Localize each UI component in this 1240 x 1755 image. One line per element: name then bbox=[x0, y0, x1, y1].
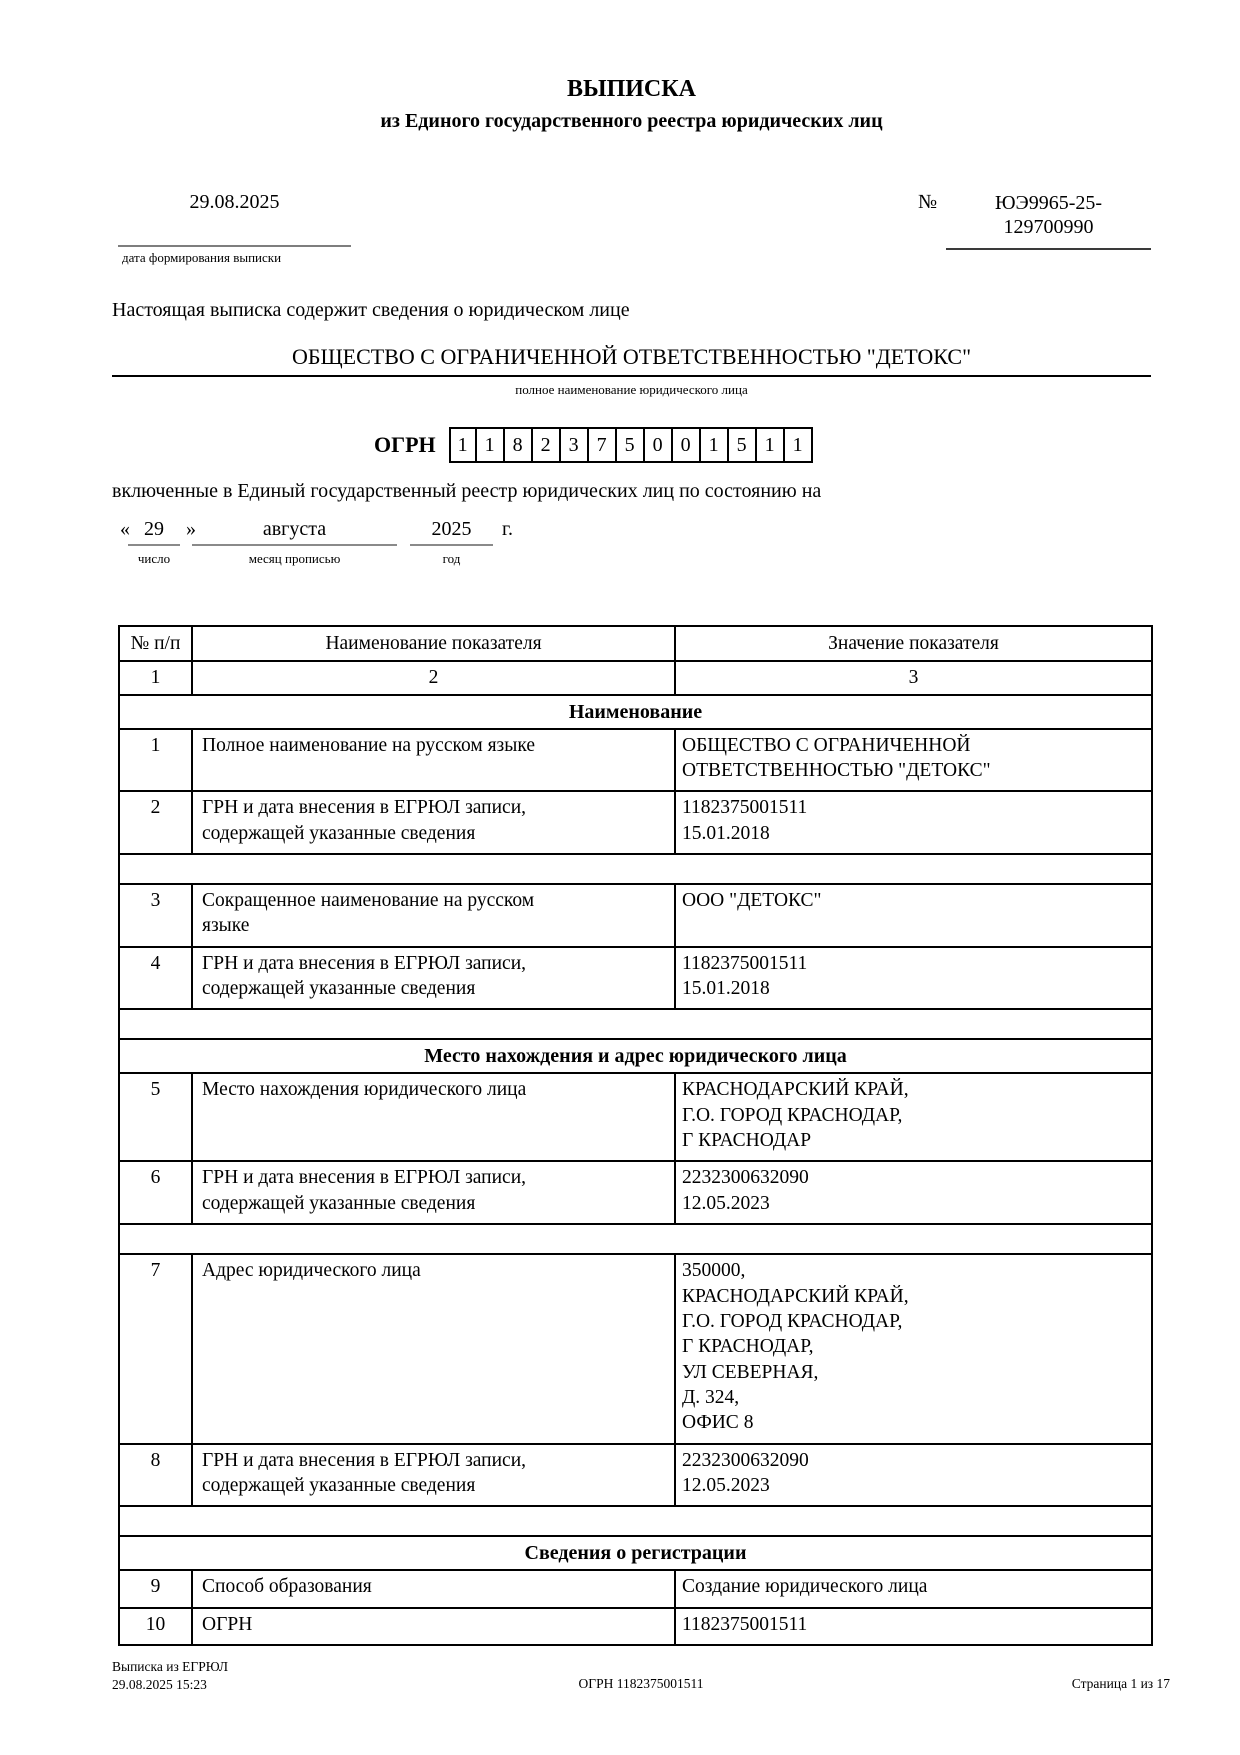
cell-line: ОГРН bbox=[202, 1613, 253, 1635]
as-of-month: августа bbox=[262, 518, 327, 540]
ogrn-digit-box: 1 bbox=[449, 427, 477, 463]
table-data-row bbox=[119, 947, 1152, 1010]
indicator-name-cell bbox=[192, 1161, 675, 1224]
cell-line: Полное наименование на русском языке bbox=[202, 734, 535, 756]
cell-line: Способ образования bbox=[202, 1576, 372, 1598]
header-name: Наименование показателя bbox=[192, 626, 675, 661]
indicator-value-cell bbox=[675, 791, 1152, 854]
ogrn-digit-boxes bbox=[449, 427, 813, 463]
cell-line: 12.05.2023 bbox=[682, 1474, 770, 1496]
cell-line: Создание юридического лица bbox=[682, 1576, 928, 1598]
indicator-value-cell bbox=[675, 1073, 1152, 1161]
table-data-row bbox=[119, 1161, 1152, 1224]
extract-date: 29.08.2025 bbox=[189, 191, 280, 213]
extract-number bbox=[946, 191, 1151, 250]
footer-page-number: Страница 1 из 17 bbox=[1071, 1676, 1170, 1691]
row-number-cell: 1 bbox=[119, 729, 192, 792]
company-name-block bbox=[112, 344, 1151, 377]
as-of-year: 2025 bbox=[431, 518, 472, 540]
ogrn-digit-box: 8 bbox=[505, 427, 533, 463]
ogrn-digit-box: 1 bbox=[785, 427, 813, 463]
ogrn-digit-box: 1 bbox=[701, 427, 729, 463]
ogrn-digit-box: 7 bbox=[589, 427, 617, 463]
quote-close: » bbox=[186, 518, 196, 540]
row-number-cell: 2 bbox=[119, 791, 192, 854]
indicator-value-cell bbox=[675, 1161, 1152, 1224]
extract-number-line1: ЮЭ9965-25- bbox=[994, 192, 1103, 214]
cell-line: 15.01.2018 bbox=[682, 978, 770, 1000]
header-num: № п/п bbox=[119, 626, 192, 661]
ogrn-digit-box: 5 bbox=[729, 427, 757, 463]
as-of-day: 29 bbox=[144, 518, 164, 540]
cell-line: ГРН и дата внесения в ЕГРЮЛ записи, bbox=[202, 797, 527, 819]
ogrn-digit-box: 0 bbox=[673, 427, 701, 463]
indicator-name-cell bbox=[192, 1608, 675, 1645]
indicator-value-cell bbox=[675, 729, 1152, 792]
table-spacer-row bbox=[119, 854, 1152, 884]
cell-line: Г.О. ГОРОД КРАСНОДАР, bbox=[682, 1310, 903, 1332]
table-section-row bbox=[119, 1039, 1152, 1073]
details-table bbox=[118, 625, 1153, 1646]
table-spacer-cell bbox=[119, 854, 1152, 884]
table-spacer-cell bbox=[119, 1224, 1152, 1254]
table-spacer-cell bbox=[119, 1009, 1152, 1039]
col-number-1: 1 bbox=[119, 661, 192, 694]
as-of-year-field bbox=[410, 518, 493, 566]
indicator-name-cell bbox=[192, 884, 675, 947]
cell-line: содержащей указанные сведения bbox=[202, 1192, 476, 1214]
cell-line: языке bbox=[202, 915, 250, 937]
cell-line: Место нахождения юридического лица bbox=[202, 1079, 527, 1101]
year-caption: год bbox=[442, 551, 461, 566]
ogrn-digit-box: 1 bbox=[477, 427, 505, 463]
cell-line: 2232300632090 bbox=[682, 1449, 809, 1471]
cell-line: КРАСНОДАРСКИЙ КРАЙ, bbox=[682, 1285, 909, 1307]
indicator-value-cell bbox=[675, 1254, 1152, 1443]
document-subtitle: из Единого государственного реестра юридических лиц bbox=[380, 110, 883, 132]
cell-line: ООО "ДЕТОКС" bbox=[682, 890, 822, 912]
ogrn-digit-box: 2 bbox=[533, 427, 561, 463]
extract-date-block bbox=[118, 191, 351, 266]
cell-line: 15.01.2018 bbox=[682, 822, 770, 844]
indicator-name-cell bbox=[192, 729, 675, 792]
row-number-cell: 10 bbox=[119, 1608, 192, 1645]
cell-line: 1182375001511 bbox=[682, 952, 808, 974]
row-number-cell: 4 bbox=[119, 947, 192, 1010]
cell-line: 1182375001511 bbox=[682, 797, 808, 819]
table-spacer-cell bbox=[119, 1506, 1152, 1536]
col-number-2: 2 bbox=[192, 661, 675, 694]
table-section-title: Сведения о регистрации bbox=[119, 1536, 1152, 1570]
cell-line: Д. 324, bbox=[682, 1386, 740, 1408]
intro-line: Настоящая выписка содержит сведения о юридическом лице bbox=[112, 299, 630, 321]
indicator-value-cell bbox=[675, 1444, 1152, 1507]
col-number-3: 3 bbox=[675, 661, 1152, 694]
indicator-name-cell bbox=[192, 947, 675, 1010]
row-number-cell: 9 bbox=[119, 1570, 192, 1607]
cell-line: содержащей указанные сведения bbox=[202, 1474, 476, 1496]
indicator-name-cell bbox=[192, 1570, 675, 1607]
included-line: включенные в Единый государственный реестр юридических лиц по состоянию на bbox=[112, 480, 822, 502]
table-data-row bbox=[119, 1570, 1152, 1607]
column-numbers-row bbox=[119, 661, 1152, 694]
year-suffix: г. bbox=[502, 518, 513, 540]
cell-line: ГРН и дата внесения в ЕГРЮЛ записи, bbox=[202, 1167, 527, 1189]
date-underline bbox=[118, 245, 351, 247]
table-section-title: Наименование bbox=[119, 695, 1152, 729]
table-spacer-row bbox=[119, 1224, 1152, 1254]
number-sign: № bbox=[918, 191, 938, 213]
indicator-name-cell bbox=[192, 1254, 675, 1443]
table-data-row bbox=[119, 1608, 1152, 1645]
cell-line: Адрес юридического лица bbox=[202, 1260, 421, 1282]
ogrn-row bbox=[374, 427, 1151, 463]
ogrn-digit-box: 1 bbox=[757, 427, 785, 463]
footer-ogrn: ОГРН 1182375001511 bbox=[578, 1676, 704, 1691]
indicator-name-cell bbox=[192, 1073, 675, 1161]
document-title: ВЫПИСКА bbox=[567, 76, 696, 102]
indicator-value-cell bbox=[675, 947, 1152, 1010]
indicator-value-cell bbox=[675, 884, 1152, 947]
cell-line: 1182375001511 bbox=[682, 1613, 808, 1635]
indicator-value-cell bbox=[675, 1570, 1152, 1607]
table-data-row bbox=[119, 791, 1152, 854]
cell-line: ОБЩЕСТВО С ОГРАНИЧЕННОЙ bbox=[682, 734, 971, 756]
cell-line: 12.05.2023 bbox=[682, 1192, 770, 1214]
table-data-row bbox=[119, 884, 1152, 947]
table-spacer-row bbox=[119, 1009, 1152, 1039]
ogrn-digit-box: 5 bbox=[617, 427, 645, 463]
ogrn-digit-box: 0 bbox=[645, 427, 673, 463]
row-number-cell: 3 bbox=[119, 884, 192, 947]
table-data-row bbox=[119, 1254, 1152, 1443]
as-of-date-row bbox=[112, 518, 1151, 572]
cell-line: содержащей указанные сведения bbox=[202, 978, 476, 1000]
cell-line: Г.О. ГОРОД КРАСНОДАР, bbox=[682, 1104, 903, 1126]
date-and-number-row bbox=[112, 191, 1151, 299]
cell-line: УЛ СЕВЕРНАЯ, bbox=[682, 1361, 819, 1383]
extract-number-block bbox=[918, 191, 1151, 250]
company-name-caption: полное наименование юридического лица bbox=[515, 382, 748, 397]
table-spacer-row bbox=[119, 1506, 1152, 1536]
cell-line: ОТВЕТСТВЕННОСТЬЮ "ДЕТОКС" bbox=[682, 760, 991, 782]
company-name: ОБЩЕСТВО С ОГРАНИЧЕННОЙ ОТВЕТСТВЕННОСТЬЮ "ДЕТОКС" bbox=[291, 344, 972, 369]
table-section-row bbox=[119, 1536, 1152, 1570]
indicator-value-cell bbox=[675, 1608, 1152, 1645]
header-value: Значение показателя bbox=[675, 626, 1152, 661]
cell-line: ОФИС 8 bbox=[682, 1412, 754, 1434]
page-content bbox=[112, 0, 1151, 1646]
date-caption: дата формирования выписки bbox=[122, 250, 282, 265]
as-of-month-field bbox=[192, 518, 397, 566]
table-data-row bbox=[119, 1444, 1152, 1507]
quote-open: « bbox=[120, 518, 130, 540]
table-data-row bbox=[119, 1073, 1152, 1161]
cell-line: ГРН и дата внесения в ЕГРЮЛ записи, bbox=[202, 1449, 527, 1471]
extract-number-line2: 129700990 bbox=[1003, 216, 1094, 239]
cell-line: 2232300632090 bbox=[682, 1167, 809, 1189]
footer-doc-type: Выписка из ЕГРЮЛ bbox=[112, 1659, 229, 1674]
indicator-name-cell bbox=[192, 791, 675, 854]
table-section-row bbox=[119, 695, 1152, 729]
row-number-cell: 6 bbox=[119, 1161, 192, 1224]
ogrn-digit-box: 3 bbox=[561, 427, 589, 463]
indicator-name-cell bbox=[192, 1444, 675, 1507]
month-caption: месяц прописью bbox=[248, 551, 341, 566]
cell-line: ГРН и дата внесения в ЕГРЮЛ записи, bbox=[202, 952, 527, 974]
cell-line: Сокращенное наименование на русском bbox=[202, 890, 535, 912]
row-number-cell: 7 bbox=[119, 1254, 192, 1443]
row-number-cell: 5 bbox=[119, 1073, 192, 1161]
cell-line: Г КРАСНОДАР, bbox=[682, 1336, 814, 1358]
cell-line: содержащей указанные сведения bbox=[202, 822, 476, 844]
cell-line: КРАСНОДАРСКИЙ КРАЙ, bbox=[682, 1079, 909, 1101]
day-caption: число bbox=[137, 551, 171, 566]
ogrn-label: ОГРН bbox=[374, 432, 436, 457]
cell-line: Г КРАСНОДАР bbox=[682, 1130, 812, 1152]
table-data-row bbox=[119, 729, 1152, 792]
row-number-cell: 8 bbox=[119, 1444, 192, 1507]
footer-datetime: 29.08.2025 15:23 bbox=[112, 1676, 207, 1692]
as-of-day-field bbox=[128, 518, 180, 566]
table-header-row bbox=[119, 626, 1152, 661]
cell-line: 350000, bbox=[682, 1260, 746, 1282]
table-section-title: Место нахождения и адрес юридического лица bbox=[119, 1039, 1152, 1073]
